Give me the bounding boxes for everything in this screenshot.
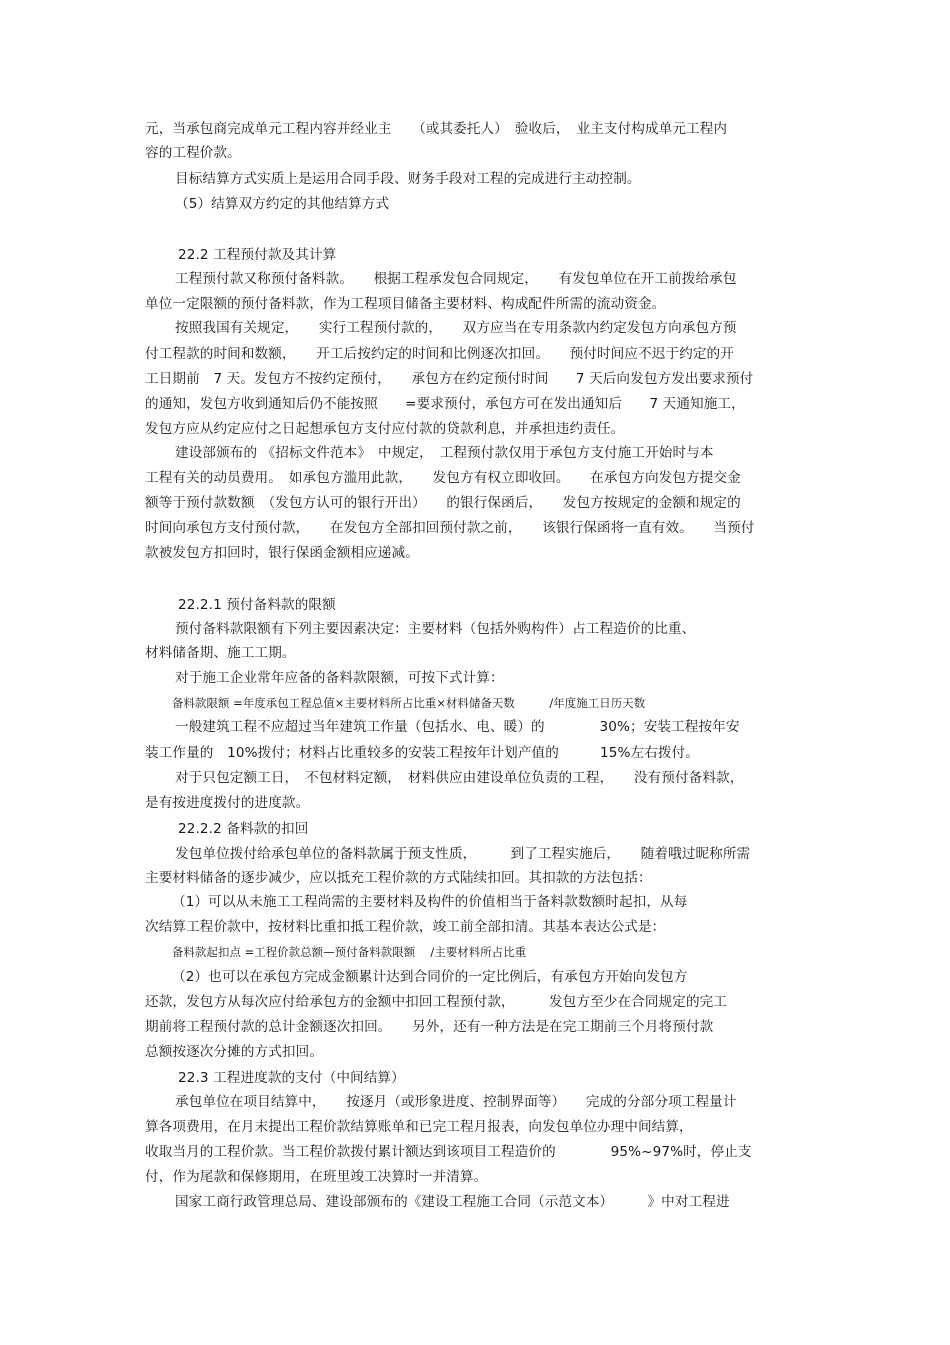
section-heading: 22.2.2 备料款的扣回 [178,821,309,837]
paragraph-line: 还款，发包方从每次应付给承包方的金额中扣回工程预付款， 发包方至少在合同规定的完工 [145,994,728,1010]
paragraph-line: 总额按逐次分摊的方式扣回。 [145,1044,324,1060]
paragraph-line: 对于只包定额工日， 不包材料定额， 材料供应由建设单位负责的工程， 没有预付备料款， [175,770,744,786]
paragraph-line: 付工程款的时间和数额， 开工后按约定的时间和比例逐次扣回。 预付时间应不迟于约定的开 [145,346,734,362]
paragraph-line: 的通知，发包方收到通知后仍不能按照 =要求预付，承包方可在发出通知后 7 天通知施工， [145,396,745,412]
paragraph-line: 按照我国有关规定， 实行工程预付款的， 双方应当在专用条款内约定发包方向承包方预 [175,320,737,336]
paragraph-line: 建设部颁布的 《招标文件范本》 中规定， 工程预付款仅用于承包方支付施工开始时与本 [175,445,714,461]
paragraph-line: 工日期前 7 天。发包方不按约定预付， 承包方在约定预付时间 7 天后向发包方发出要求预付 [145,371,754,387]
paragraph-line: 一般建筑工程不应超过当年建筑工作量（包括水、电、暖）的 30%；安装工程按年安 [175,719,740,735]
paragraph-line: 单位一定限额的预付备料款，作为工程项目储备主要材料、构成配件所需的流动资金。 [145,296,666,312]
paragraph-line: 预付备料款限额有下列主要因素决定：主要材料（包括外购构件）占工程造价的比重、 [175,621,696,637]
paragraph-line: 主要材料储备的逐步减少，应以抵充工程价款的方式陆续扣回。其扣款的方法包括： [145,870,652,886]
paragraph-line: 额等于预付款数额 （发包方认可的银行开出） 的银行保函后， 发包方按规定的金额和规定的 [145,495,741,511]
paragraph-line: 对于施工企业常年应备的备料款限额，可按下式计算： [175,670,504,686]
formula-line: 备料款限额 =年度承包工程总值×主要材料所占比重×材料储备天数 /年度施工日历天数 [172,696,646,710]
section-heading: 22.3 工程进度款的支付（中间结算） [178,1070,405,1086]
paragraph-line: 期前将工程预付款的总计金额逐次扣回。 另外，还有一种方法是在完工期前三个月将预付款 [145,1019,714,1035]
paragraph-line: 是有按进度拨付的进度款。 [145,795,310,811]
paragraph-line: 工程预付款又称预付备料款。 根据工程承发包合同规定， 有发包单位在开工前拨给承包 [175,271,737,287]
paragraph-line: 发包方应从约定应付之日起想承包方支付应付款的贷款利息，并承担违约责任。 [145,421,625,437]
paragraph-line: 发包单位拨付给承包单位的备料款属于预支性质， 到了工程实施后， 随着哦过昵称所需 [175,846,751,862]
paragraph-line: 目标结算方式实质上是运用合同手段、财务手段对工程的完成进行主动控制。 [175,171,641,187]
list-item: （2）也可以在承包方完成金额累计达到合同价的一定比例后，有承包方开始向发包方 [172,969,688,985]
section-heading: 22.2.1 预付备料款的限额 [178,597,336,613]
paragraph-line: 算各项费用，在月末提出工程价款结算账单和已完工程月报表，向发包单位办理中间结算， [145,1119,693,1135]
paragraph-line: 承包单位在项目结算中， 按逐月（或形象进度、控制界面等） 完成的分部分项工程量计 [175,1094,737,1110]
section-heading: 22.2 工程预付款及其计算 [178,247,337,263]
paragraph-line: 容的工程价款。 [145,145,241,161]
paragraph-line: 元，当承包商完成单元工程内容并经业主 （或其委托人） 验收后， 业主支付构成单元工程内 [145,121,728,137]
paragraph-line: 国家工商行政管理总局、建设部颁布的《建设工程施工合同（示范文本） 》中对工程进 [175,1194,730,1210]
paragraph-line: 装工作量的 10%拨付；材料占比重较多的安装工程按年计划产值的 15%左右拨付。 [145,745,700,761]
paragraph-line: 工程有关的动员费用。 如承包方滥用此款， 发包方有权立即收回。 在承包方向发包方提交金 [145,470,741,486]
paragraph-line: 款被发包方扣回时，银行保函金额相应递减。 [145,545,419,561]
list-item: （1）可以从未施工工程尚需的主要材料及构件的价值相当于备料款数额时起扣，从每 [172,894,688,910]
paragraph-line: 材料储备期、施工工期。 [145,645,296,661]
paragraph-line: 时间向承包方支付预付款， 在发包方全部扣回预付款之前， 该银行保函将一直有效。 当预付 [145,520,755,536]
paragraph-line: 次结算工程价款中，按材料比重扣抵工程价款，竣工前全部扣清。其基本表达公式是： [145,919,666,935]
formula-line: 备料款起扣点 =工程价款总额—预付备料款限额 /主要材料所占比重 [172,945,527,959]
paragraph-line: 付，作为尾款和保修期用，在班里竣工决算时一并清算。 [145,1169,488,1185]
list-item: （5）结算双方约定的其他结算方式 [175,196,390,212]
paragraph-line: 收取当月的工程价款。当工程价款拨付累计额达到该项目工程造价的 95%~97%时，停止支 [145,1144,752,1160]
